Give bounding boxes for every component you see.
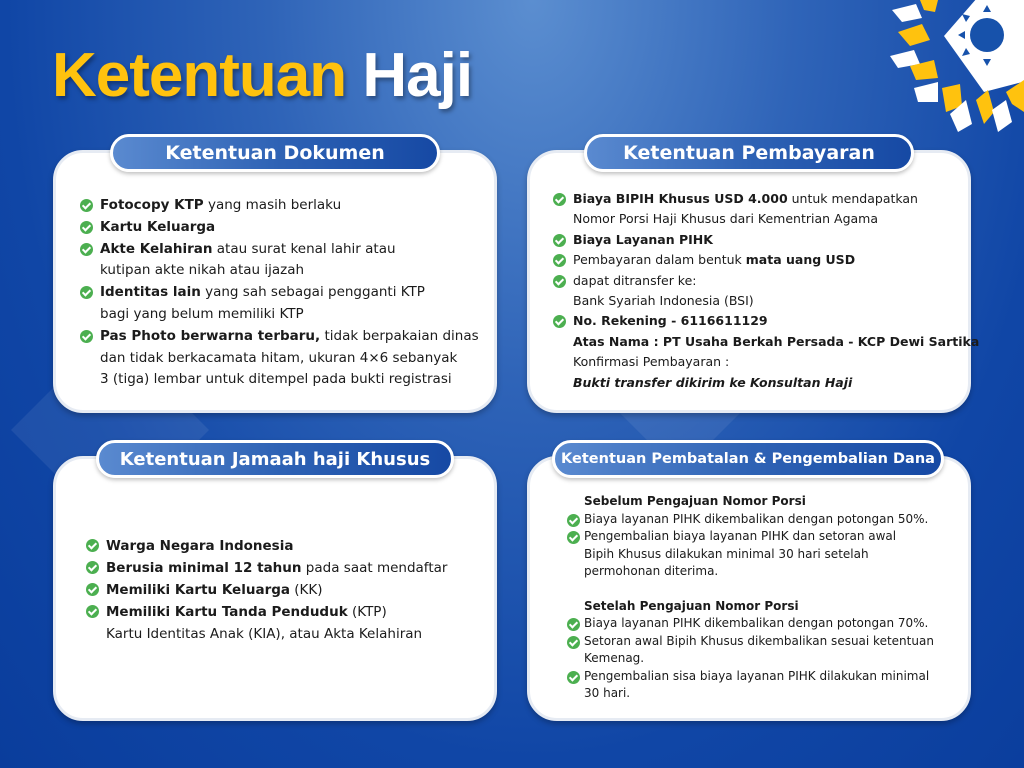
list-item: Pas Photo berwarna terbaru, tidak berpakaian dinas dan tidak berkacamata hitam, ukuran 4×6 sebanyak 3 (tiga) lembar untuk ditempel pada bukti registrasi [80, 326, 479, 391]
check-icon [80, 199, 93, 212]
dokumen-list [80, 195, 479, 391]
list-item: Kartu Keluarga [80, 217, 479, 239]
title-white: Haji [362, 41, 473, 110]
check-icon [86, 605, 99, 618]
check-icon [80, 286, 93, 299]
list-item: Biaya layanan PIHK dikembalikan dengan potongan 70%. [567, 615, 962, 633]
pembayaran-list [553, 189, 979, 393]
check-icon [553, 315, 566, 328]
list-item: Pembayaran dalam bentuk mata uang USD [553, 250, 979, 270]
section-title-sebelum: Sebelum Pengajuan Nomor Porsi [584, 494, 806, 508]
list-item: Berusia minimal 12 tahun pada saat mendaftar [86, 557, 447, 579]
check-icon [553, 254, 566, 267]
list-item: Memiliki Kartu Tanda Penduduk (KTP) Kartu Identitas Anak (KIA), atau Akta Kelahiran [86, 601, 447, 645]
header-pembatalan: Ketentuan Pembatalan & Pengembalian Dana [552, 440, 944, 478]
list-item: Biaya Layanan PIHK [553, 230, 979, 250]
section-title-setelah: Setelah Pengajuan Nomor Porsi [584, 598, 799, 613]
page-title [52, 40, 472, 111]
list-item: Identitas lain yang sah sebagai pengganti KTP bagi yang belum memiliki KTP [80, 282, 479, 326]
islamic-sun-ornament-icon [880, 0, 1024, 140]
check-icon [553, 193, 566, 206]
list-item: Akte Kelahiran atau surat kenal lahir atau kutipan akte nikah atau ijazah [80, 239, 479, 283]
check-icon [86, 583, 99, 596]
list-item: Pengembalian biaya layanan PIHK dan setoran awal Bipih Khusus dilakukan minimal 30 hari setelah permohonan diterima. [567, 528, 962, 581]
check-icon [80, 221, 93, 234]
check-icon [86, 561, 99, 574]
header-jamaah: Ketentuan Jamaah haji Khusus [96, 440, 454, 478]
check-icon [80, 330, 93, 343]
check-icon [567, 636, 580, 649]
list-item: Memiliki Kartu Keluarga (KK) [86, 579, 447, 601]
check-icon [86, 539, 99, 552]
check-icon [553, 234, 566, 247]
check-icon [567, 671, 580, 684]
pembatalan-content [567, 493, 962, 703]
check-icon [567, 531, 580, 544]
list-item: Biaya BIPIH Khusus USD 4.000 untuk mendapatkan Nomor Porsi Haji Khusus dari Kementrian Agama [553, 189, 979, 230]
check-icon [80, 243, 93, 256]
list-item: No. Rekening - 6116611129 Atas Nama : PT Usaha Berkah Persada - KCP Dewi Sartika Konfirmasi Pembayaran : Bukti transfer dikirim ke Konsultan Haji [553, 311, 979, 393]
jamaah-list [86, 535, 447, 645]
list-item: Biaya layanan PIHK dikembalikan dengan potongan 50%. [567, 511, 962, 529]
title-yellow: Ketentuan [52, 41, 347, 110]
check-icon [567, 514, 580, 527]
check-icon [553, 275, 566, 288]
list-item: Setoran awal Bipih Khusus dikembalikan sesuai ketentuan Kemenag. [567, 633, 962, 668]
header-dokumen: Ketentuan Dokumen [110, 134, 440, 172]
header-pembayaran: Ketentuan Pembayaran [584, 134, 914, 172]
list-item: Pengembalian sisa biaya layanan PIHK dilakukan minimal 30 hari. [567, 668, 962, 703]
list-item: Warga Negara Indonesia [86, 535, 447, 557]
check-icon [567, 618, 580, 631]
list-item: dapat ditransfer ke: Bank Syariah Indonesia (BSI) [553, 271, 979, 312]
list-item: Fotocopy KTP yang masih berlaku [80, 195, 479, 217]
